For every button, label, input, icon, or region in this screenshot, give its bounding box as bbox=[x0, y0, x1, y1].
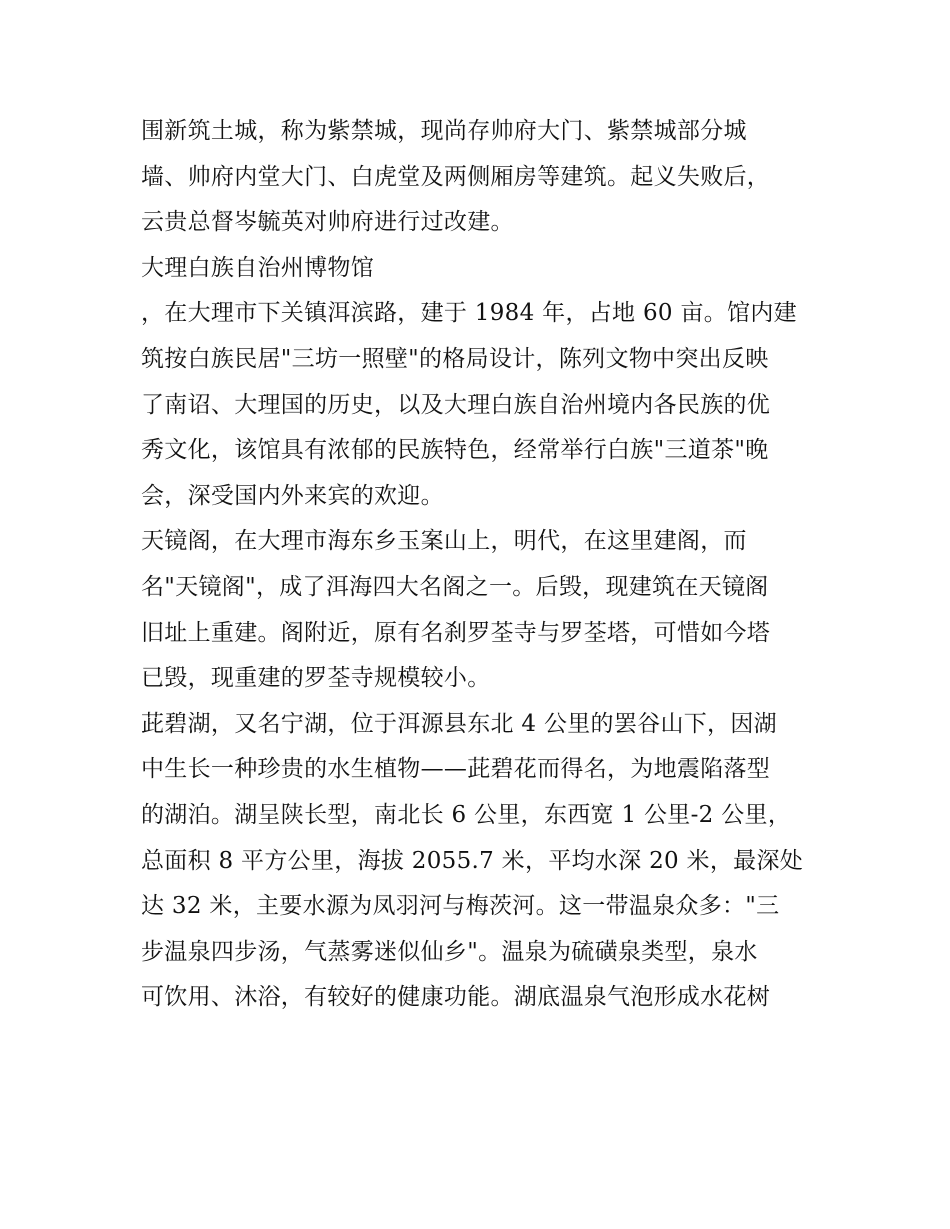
text-line: 天镜阁，在大理市海东乡玉案山上，明代，在这里建阁，而 bbox=[141, 528, 747, 555]
text-line: 可饮用、沐浴，有较好的健康功能。湖底温泉气泡形成水花树 bbox=[141, 984, 771, 1011]
text-line: 中生长一种珍贵的水生植物——茈碧花而得名，为地震陷落型 bbox=[141, 756, 771, 783]
text-line: 会，深受国内外来宾的欢迎。 bbox=[141, 482, 444, 509]
text-line: 总面积 8 平方公里，海拔 2055.7 米，平均水深 20 米，最深处 bbox=[141, 847, 804, 874]
text-line: 达 32 米，主要水源为凤羽河与梅茨河。这一带温泉众多："三 bbox=[141, 893, 780, 920]
document-body bbox=[141, 109, 811, 1021]
text-line: 茈碧湖，又名宁湖，位于洱源县东北 4 公里的罢谷山下，因湖 bbox=[141, 710, 777, 737]
text-line: 围新筑土城，称为紫禁城，现尚存帅府大门、紫禁城部分城 bbox=[141, 118, 747, 144]
text-line: 了南诏、大理国的历史，以及大理白族自治州境内各民族的优 bbox=[141, 391, 771, 418]
text-line: 名"天镜阁"，成了洱海四大名阁之一。后毁，现建筑在天镜阁 bbox=[141, 573, 769, 600]
section-heading: 大理白族自治州博物馆 bbox=[141, 254, 374, 281]
text-line: 步温泉四步汤，气蒸雾迷似仙乡"。温泉为硫磺泉类型，泉水 bbox=[141, 938, 758, 965]
text-line: 墙、帅府内堂大门、白虎堂及两侧厢房等建筑。起义失败后， bbox=[141, 163, 771, 190]
text-line: 已毁，现重建的罗荃寺规模较小。 bbox=[141, 665, 491, 692]
text-line: 旧址上重建。阁附近，原有名刹罗荃寺与罗荃塔，可惜如今塔 bbox=[141, 619, 771, 646]
text-line: 秀文化，该馆具有浓郁的民族特色，经常举行白族"三道茶"晚 bbox=[141, 437, 769, 464]
text-line: 筑按白族民居"三坊一照壁"的格局设计，陈列文物中突出反映 bbox=[141, 345, 769, 372]
text-line: 云贵总督岑毓英对帅府进行过改建。 bbox=[141, 209, 514, 236]
text-line: ，在大理市下关镇洱滨路，建于 1984 年，占地 60 亩。馆内建 bbox=[141, 300, 797, 327]
text-line: 的湖泊。湖呈陕长型，南北长 6 公里，东西宽 1 公里-2 公里， bbox=[141, 801, 792, 828]
